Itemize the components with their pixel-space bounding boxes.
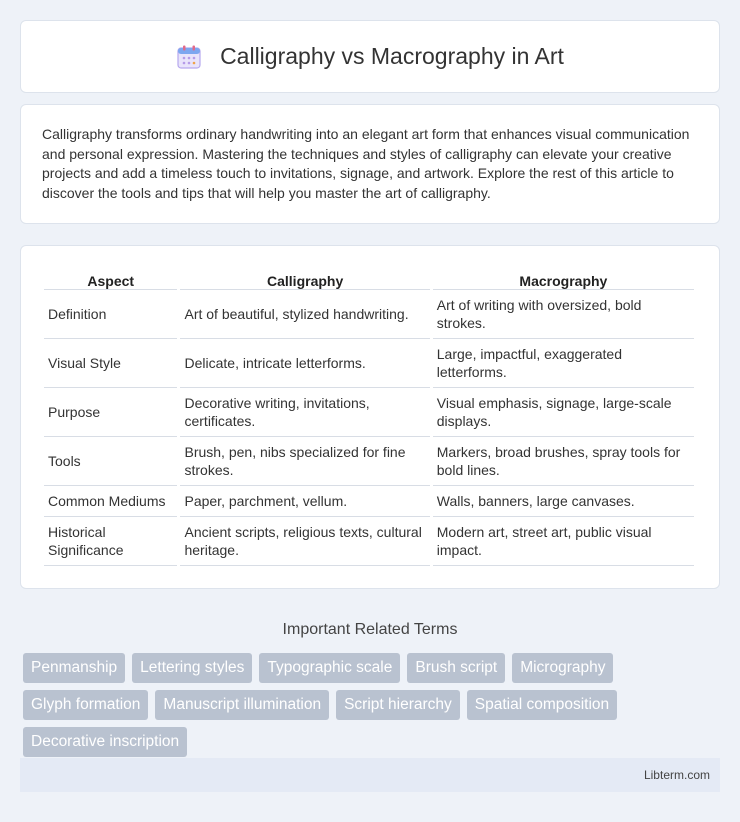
cell-macrography: Markers, broad brushes, spray tools for bold lines. — [433, 437, 694, 486]
cell-macrography: Walls, banners, large canvases. — [433, 486, 694, 517]
cell-calligraphy: Decorative writing, invitations, certificates. — [180, 388, 429, 437]
cell-calligraphy: Brush, pen, nibs specialized for fine strokes. — [180, 437, 429, 486]
cell-calligraphy: Ancient scripts, religious texts, cultural heritage. — [180, 517, 429, 566]
tag-decorative-inscription[interactable]: Decorative inscription — [23, 727, 187, 757]
footer — [20, 758, 720, 792]
table-row — [44, 517, 694, 566]
header-calligraphy: Calligraphy — [180, 266, 429, 290]
tag-lettering-styles[interactable]: Lettering styles — [132, 653, 252, 683]
cell-aspect: Definition — [44, 290, 177, 339]
cell-aspect: Purpose — [44, 388, 177, 437]
cell-calligraphy: Delicate, intricate letterforms. — [180, 339, 429, 388]
page-title: Calligraphy vs Macrography in Art — [220, 43, 564, 69]
tag-brush-script[interactable]: Brush script — [407, 653, 505, 683]
tag-manuscript-illumination[interactable]: Manuscript illumination — [155, 690, 329, 720]
tag-typographic-scale[interactable]: Typographic scale — [259, 653, 400, 683]
intro-text: Calligraphy transforms ordinary handwriting into an elegant art form that enhances visual communication and personal expression. Mastering the techniques and styles of calligraphy can elevate your creative projects and add a timeless touch to invitations, signage, and artwork. Explore the rest of this article to discover the tools and tips that will help you master the art of calligraphy. — [42, 126, 690, 201]
table-row — [44, 486, 694, 517]
comparison-table — [41, 266, 697, 566]
calendar-icon — [176, 44, 202, 70]
tag-spatial-composition[interactable]: Spatial composition — [467, 690, 617, 720]
tag-glyph-formation[interactable]: Glyph formation — [23, 690, 148, 720]
cell-calligraphy: Art of beautiful, stylized handwriting. — [180, 290, 429, 339]
tag-script-hierarchy[interactable]: Script hierarchy — [336, 690, 460, 720]
cell-macrography: Modern art, street art, public visual impact. — [433, 517, 694, 566]
comparison-card — [20, 245, 720, 589]
cell-aspect: Historical Significance — [44, 517, 177, 566]
cell-aspect: Tools — [44, 437, 177, 486]
header-card — [20, 20, 720, 93]
cell-aspect: Visual Style — [44, 339, 177, 388]
cell-calligraphy: Paper, parchment, vellum. — [180, 486, 429, 517]
cell-aspect: Common Mediums — [44, 486, 177, 517]
related-terms-title: Important Related Terms — [282, 621, 458, 638]
cell-macrography: Art of writing with oversized, bold strokes. — [433, 290, 694, 339]
tag-penmanship[interactable]: Penmanship — [23, 653, 125, 683]
related-terms-list — [20, 653, 720, 757]
cell-macrography: Visual emphasis, signage, large-scale displays. — [433, 388, 694, 437]
tag-micrography[interactable]: Micrography — [512, 653, 613, 683]
table-row — [44, 437, 694, 486]
header-macrography: Macrography — [433, 266, 694, 290]
intro-card — [20, 104, 720, 224]
table-header-row — [44, 266, 694, 290]
table-row — [44, 290, 694, 339]
table-row — [44, 339, 694, 388]
table-row — [44, 388, 694, 437]
cell-macrography: Large, impactful, exaggerated letterforms. — [433, 339, 694, 388]
footer-site-link[interactable]: Libterm.com — [643, 768, 710, 782]
header-aspect: Aspect — [44, 266, 177, 290]
